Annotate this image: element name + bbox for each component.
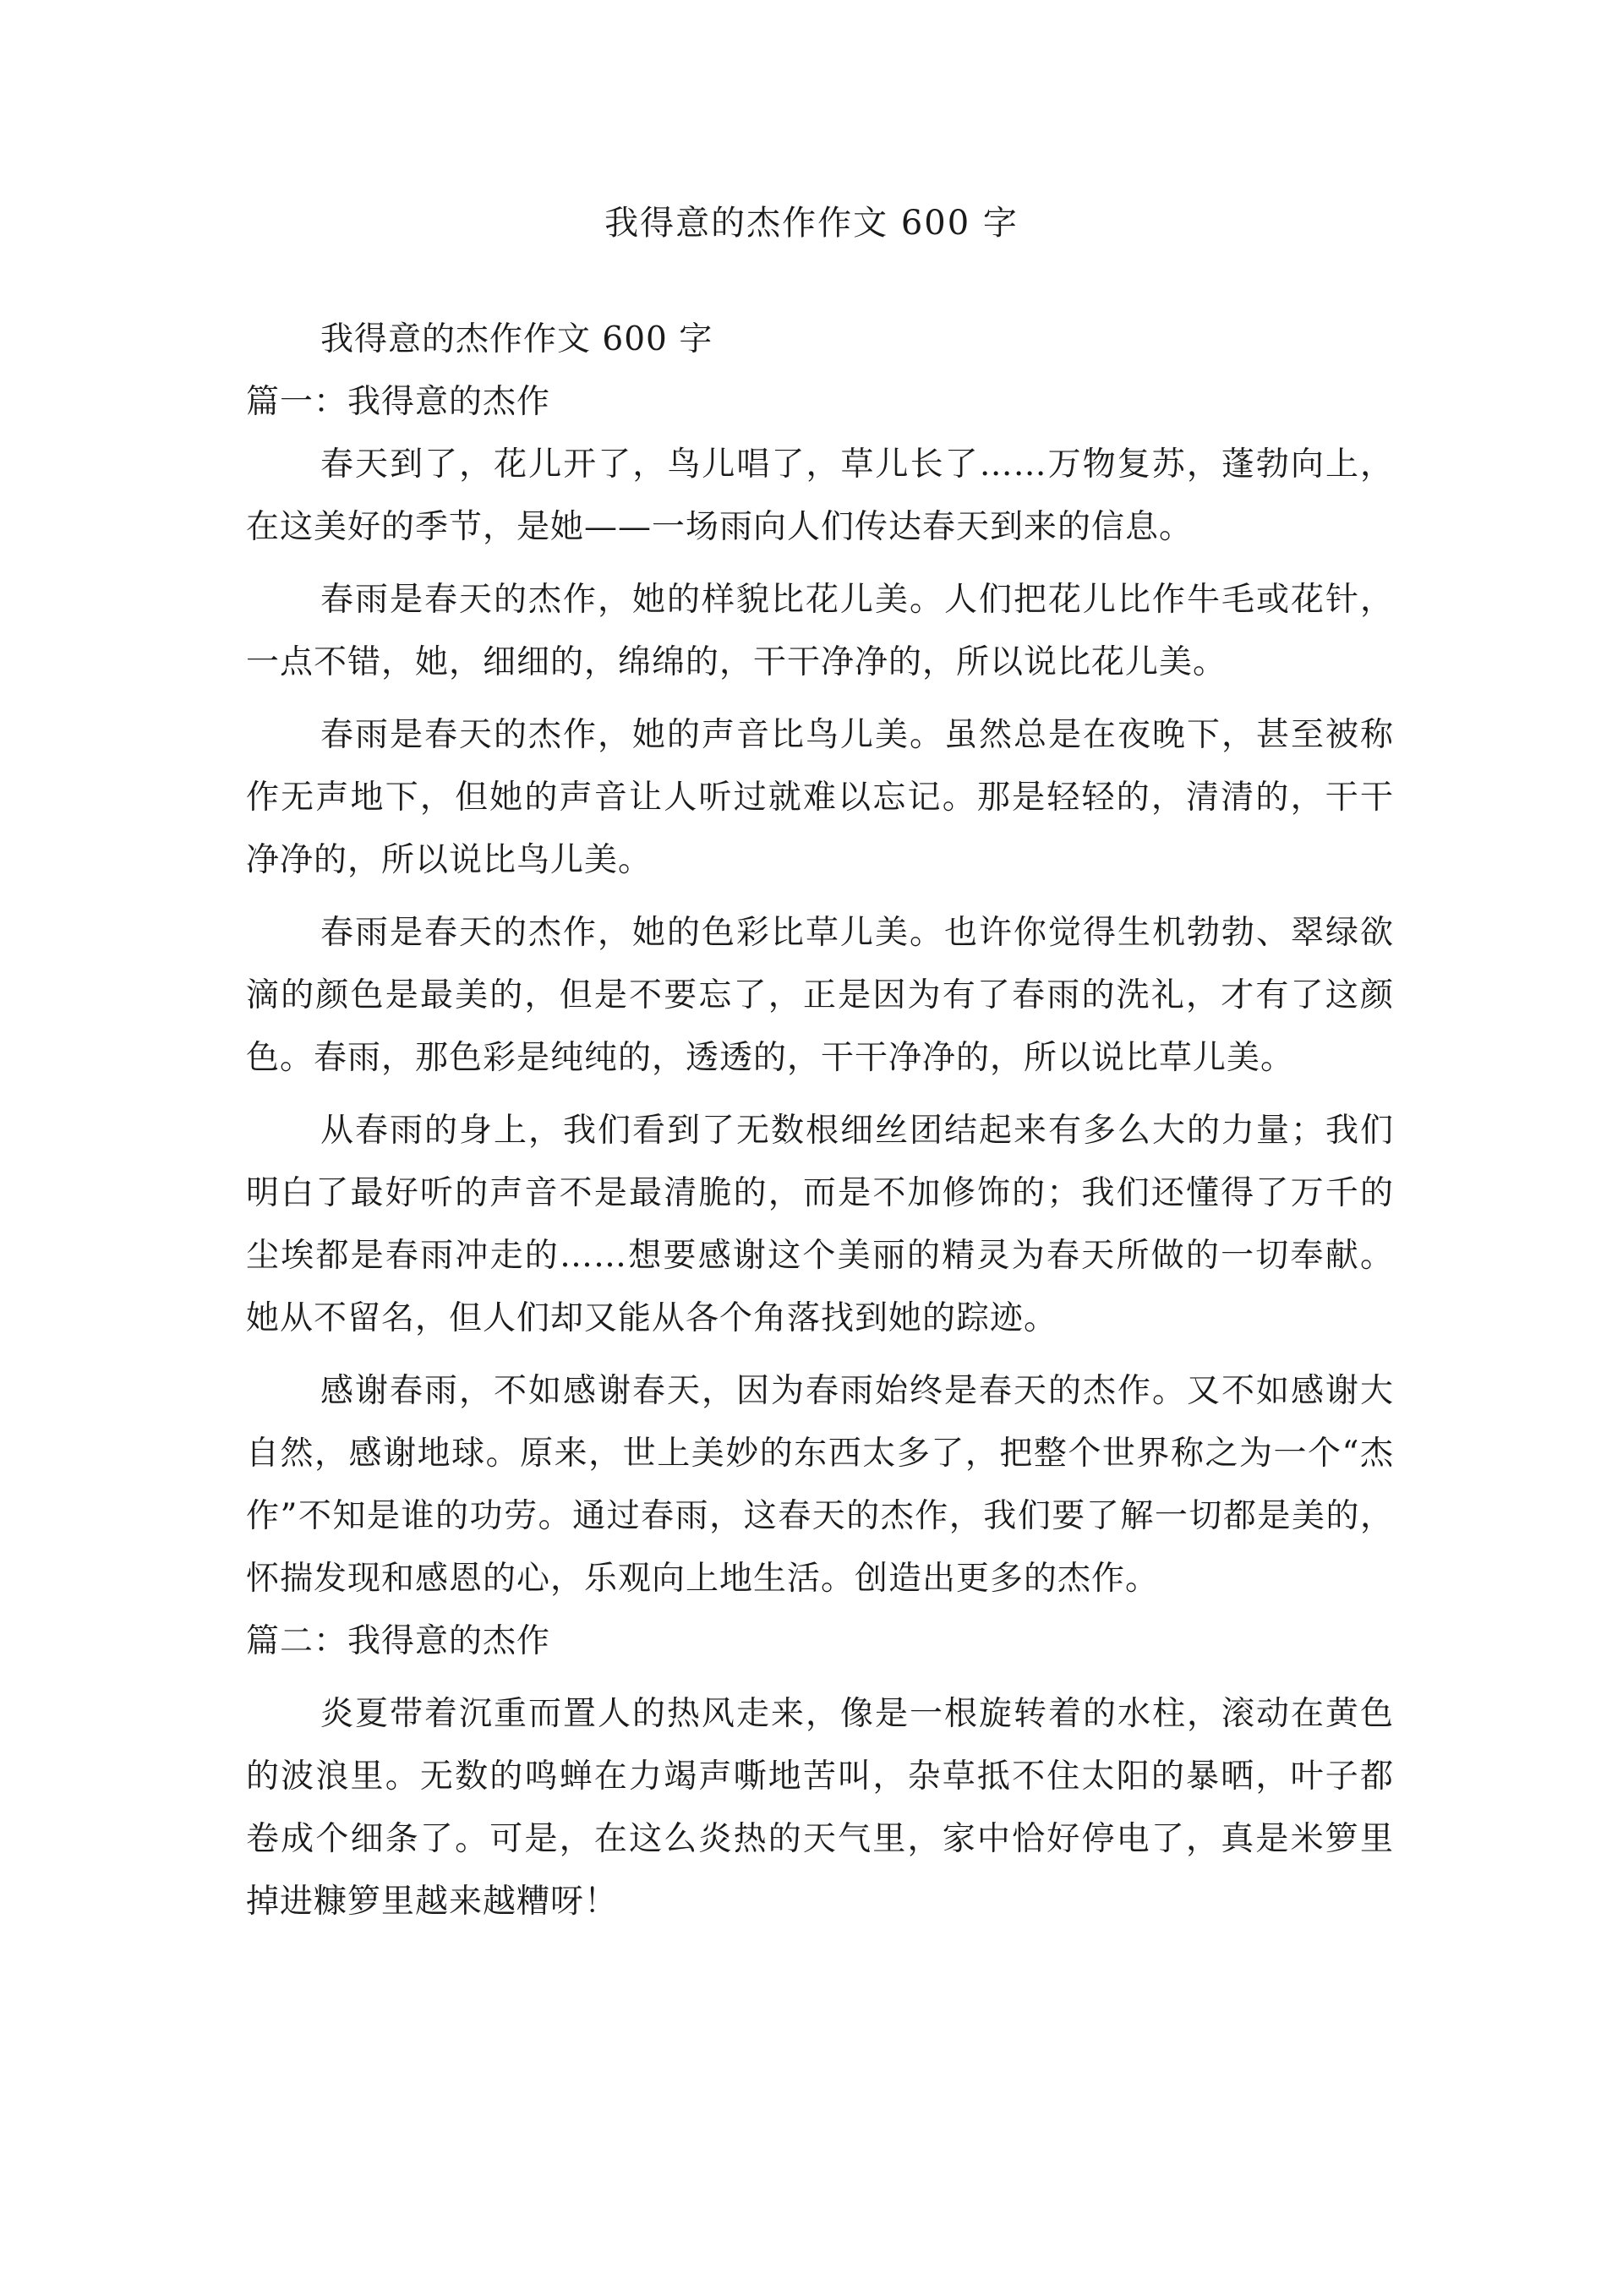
document-subtitle: 我得意的杰作作文 600 字 <box>320 320 713 358</box>
section-heading-2: 篇二：我得意的杰作 <box>246 1622 551 1660</box>
section-heading-1: 篇一：我得意的杰作 <box>246 383 551 421</box>
paragraph: 感谢春雨，不如感谢春天，因为春雨始终是春天的杰作。又不如感谢大自然，感谢地球。原来，世上美妙的东西太多了，把整个世界称之为一个“杰作”不知是谁的功劳。通过春雨，这春天的杰作，我们要了解一切都是美的，怀揣发现和感恩的心，乐观向上地生活。创造出更多的杰作。 <box>246 1372 1394 1598</box>
paragraph: 春天到了，花儿开了，鸟儿唱了，草儿长了……万物复苏，蓬勃向上，在这美好的季节，是她——一场雨向人们传达春天到来的信息。 <box>246 446 1394 546</box>
paragraph: 炎夏带着沉重而置人的热风走来，像是一根旋转着的水柱，滚动在黄色的波浪里。无数的鸣蝉在力竭声嘶地苦叫，杂草抵不住太阳的暴晒，叶子都卷成个细条了。可是，在这么炎热的天气里，家中恰好停电了，真是米箩里掉进糠箩里越来越糟呀！ <box>246 1695 1394 1921</box>
document-title: 我得意的杰作作文 600 字 <box>604 204 1019 243</box>
paragraph: 春雨是春天的杰作，她的样貌比花儿美。人们把花儿比作牛毛或花针，一点不错，她，细细的，绵绵的，干干净净的，所以说比花儿美。 <box>246 581 1394 681</box>
paragraph: 春雨是春天的杰作，她的声音比鸟儿美。虽然总是在夜晚下，甚至被称作无声地下，但她的声音让人听过就难以忘记。那是轻轻的，清清的，干干净净的，所以说比鸟儿美。 <box>246 716 1394 879</box>
paragraph: 从春雨的身上，我们看到了无数根细丝团结起来有多么大的力量；我们明白了最好听的声音不是最清脆的，而是不加修饰的；我们还懂得了万千的尘埃都是春雨冲走的……想要感谢这个美丽的精灵为春天所做的一切奉献。她从不留名，但人们却又能从各个角落找到她的踪迹。 <box>246 1112 1394 1337</box>
paragraph: 春雨是春天的杰作，她的色彩比草儿美。也许你觉得生机勃勃、翠绿欲滴的颜色是最美的，但是不要忘了，正是因为有了春雨的洗礼，才有了这颜色。春雨，那色彩是纯纯的，透透的，干干净净的，所以说比草儿美。 <box>246 914 1394 1077</box>
document-body <box>246 309 1394 1933</box>
